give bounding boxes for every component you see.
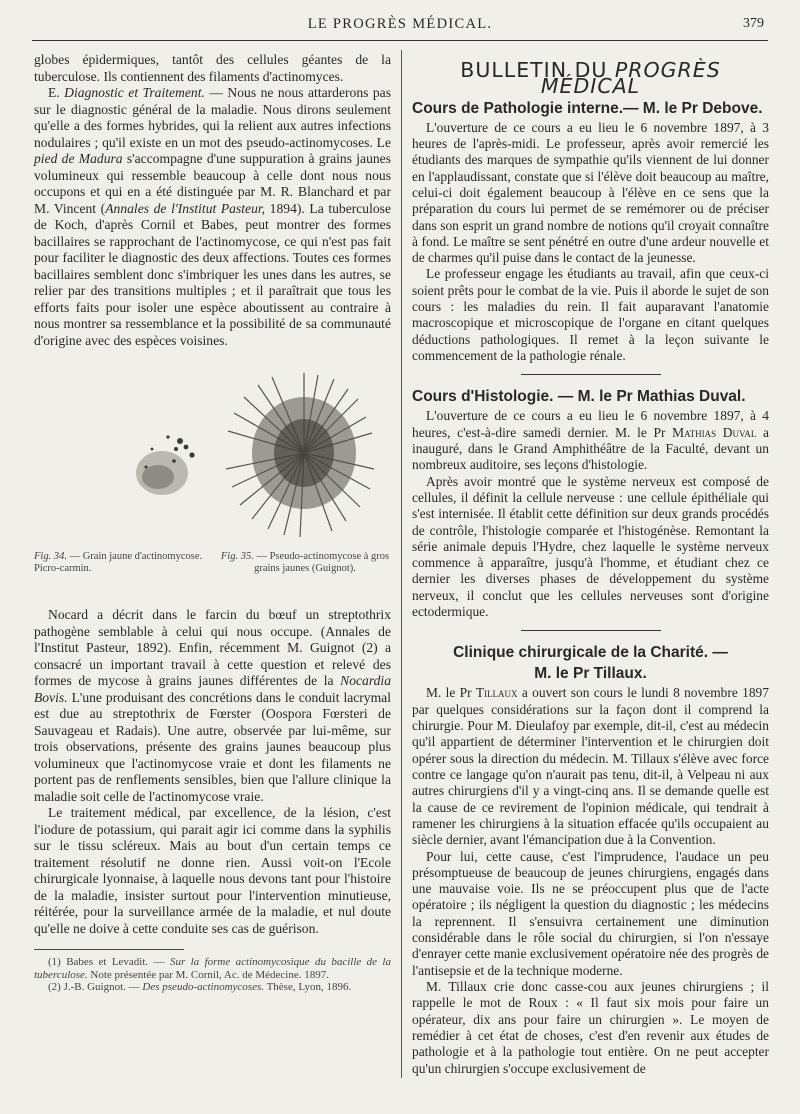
- text-run: L'une produisant des concrétions dans le conduit lacrymal est due au streptothrix de Fœrster (Oospora Fœrsteri de Sauvageau et Radais). Une autre, observée par lui-même, sur trois observations, présente des grains jaunes beaucoup plus volumineux que l'actinomycose vraie et dont les filaments ne portent pas de renflements sensibles, bien que l'allure clinique la maladie soit celle de l'actinomycose vraie.: [34, 689, 391, 804]
- paragraph-traitement: Le traitement médical, par excellence, de la lésion, c'est l'iodure de potassium, qui parait agir ici comme dans la syphilis sur le tissu scléreux. Mais au bout d'un certain temps ce traitement résolutif ne donne rien. Aussi voit-on l'Ecole chirurgicale lyonnaise, à laquelle nous devons tant pour l'histoire de la maladie, insister surtout pour l'intervention minutieuse, réitérée, pour la surveillance armée de la maladie, et nul doute qu'elle ne doive à cette conduite ses cas de guérison.: [34, 805, 391, 936]
- section-heading-pathologie: Cours de Pathologie interne.— M. le Pr Debove.: [412, 99, 763, 117]
- page-number: 379: [743, 16, 764, 31]
- section-heading-diagnostic: Diagnostic et Traitement.: [64, 85, 205, 100]
- text-run: — Nous ne nous attarderons pas sur le diagnostic général de la maladie. Nous dirons seulement qu'elle a des formes hybrides, qui la relient aux autres infections nodulaires ; qu'il existe en un mot des pseudo-actinomycoses. Le: [34, 85, 391, 150]
- figure-35-label: Fig. 35.: [220, 551, 254, 562]
- footnote-1: [34, 956, 391, 981]
- text-run: Note présentée par M. Cornil, Ac. de Médecine. 1897.: [87, 968, 329, 981]
- running-head: [30, 16, 770, 38]
- section-heading-clinique-2: M. le Pr Tillaux.: [534, 665, 647, 683]
- figures-block: [34, 355, 391, 603]
- paragraph-diagnostic: [34, 85, 391, 349]
- paragraph-clinique-2: Pour lui, cette cause, c'est l'imprudence, l'audace un peu présomptueuse de beaucoup de jeunes chirurgiens, engagés dans une mauvaise voie. Ils ne se préoccupent plus que de l'acte opératoire ; ils négligent la question du diagnostic ; les médecins la reprennent. Il s'ensuivra certainement une diminution considérable dans le rôle social du chirurgien, si l'on n'essaye d'enrayer cette manie exclusivement opératoire née des progrès de l'antisepsie et de la technique moderne.: [412, 848, 769, 978]
- text-run-italic: Des pseudo-actinomycoses.: [142, 981, 265, 993]
- text-run: a inauguré, dans le Grand Amphithéâtre de la Faculté, devant un nombreux auditoire, ses leçons d'histologie.: [412, 424, 770, 473]
- column-divider: [401, 50, 402, 1078]
- paragraph-histologie-2: Après avoir montré que le système nerveux est composé de cellules, il définit la cellule nerveuse : une cellule épithéliale qui s'est internisée. Il établit cette définition sur deux grands procédés de contrôle, l'histologie comparée et l'histogénèse. Remontant la série animale depuis l'Hydre, chez laquelle le système nerveux commence à apparaître, jusqu'à l'homme, et étudiant chez ce dernier les diverses phases de développement du système nerveux, il conclut que les cellules nerveuses sont d'origine ectodermique.: [412, 473, 769, 620]
- paragraph-clinique-1: [412, 685, 769, 848]
- text-run: (2) J.-B. Guignot. —: [48, 981, 143, 993]
- text-run-italic: Sur la forme actinomycosique du bacille de la tuberculose.: [34, 956, 391, 981]
- section-heading-histologie: Cours d'Histologie. — M. le Pr Mathias Duval.: [412, 388, 746, 406]
- paragraph-clinique-3: M. Tillaux crie donc casse-cou aux jeunes chirurgiens ; il rappelle le mot de Roux : « Il faut six mois pour faire un opérateur, dix ans pour faire un chirurgien ». Le moyen de remédier à cet état de choses, c'est d'en revenir aux études de pathologie et à la pathologie tout entière. On ne peut accepter qu'un chirurgien s'occupe exclusivement de: [412, 979, 769, 1076]
- text-run: s'accompagne d'une suppuration à grains jaunes volumineux qui ressemble beaucoup à celle dont nous nous occupons et qui en a été distinguée par M. R. Blanchard et par M. Vincent (: [34, 151, 391, 216]
- bulletin-title-name: PROGRÈS MÉDICAL: [540, 58, 721, 99]
- paragraph-pathologie-2: Le professeur engage les étudiants au travail, afin que ceux-ci soient prêts pour le combat de la vie. Puis il aborde le sujet de son cours : les maladies du rein. Il fait auparavant l'anatomie macroscopique et microscopique de l'organe en citant quelques déductions pathologiques. Il remet à la leçon suivante le commencement de la pathologie rénale.: [412, 266, 769, 363]
- figure-35-illustration: [220, 369, 378, 539]
- text-run: L'ouverture de ce cours a eu lieu le 6 novembre 1897, à 4 heures, c'est-à-dire samedi dernier. M. le Pr: [412, 408, 769, 440]
- paragraph-nocard: [34, 607, 391, 805]
- figure-34-text: — Grain jaune d'actinomycose. Picro-carmin.: [34, 551, 203, 574]
- figure-35-caption: [216, 551, 394, 575]
- text-run: Nocard a décrit dans le farcin du bœuf un streptothrix pathogène semblable à celui qui nous occupe. (Annales de l'Institut Pasteur, 1892). Enfin, récemment M. Guignot (2) a consacré un important travail à cette question et relevé des formes de mycose à grains jaunes différentes de la: [34, 607, 391, 688]
- bulletin-title-prefix: BULLETIN DU: [460, 58, 615, 82]
- figure-34-caption: [34, 551, 212, 575]
- left-column: [34, 52, 391, 994]
- paragraph-pathologie-1: L'ouverture de ce cours a eu lieu le 6 novembre 1897, à 3 heures de l'après-midi. Le professeur, après avoir remercié les étudiants des marques de sympathie qu'ils viennent de lui donner en l'applaudissant, constate que si l'élève doit beaucoup au maître, celui-ci doit également beaucoup à l'élève en ce sens que la préparation du cours lui permet de se remémorer ou de préciser dans son esprit un grand nombre de notions qu'il croyait connaître à fond. Le maître se sent pénétré en outre d'une ardeur nouvelle et de charmes qu'il puise dans le contact de la jeunesse.: [412, 119, 769, 266]
- header-rule: [32, 40, 768, 41]
- paragraph-histologie-1: [412, 408, 769, 473]
- section-separator: [521, 630, 661, 631]
- text-run: a ouvert son cours le lundi 8 novembre 1897 par quelques considérations sur la façon dont il comprend la chirurgie. Pour M. Dieulafoy par exemple, dit-il, c'est au médecin qu'il appartient de déterminer l'intervention et le chirurgien doit opérer sous la direction du médecin. M. Tillaux s'élève avec force contre ce langage qu'on n'aurait pas tenu, dit-il, à Velpeau ni aux autres chirurgiens d'il y a vingt-cinq ans. Il se demande quelle est la cause de ce revirement de l'opinion médicale, qui tendrait à ramener les chirurgiens à la situation effacée qu'ils occupaient au siècle dernier, avant l'émancipation due à la Convention.: [412, 685, 769, 848]
- right-column: [412, 54, 769, 1077]
- text-run: Thèse, Lyon, 1896.: [264, 981, 352, 993]
- text-run: (1) Babes et Levadit. —: [48, 956, 170, 968]
- figure-35-text: — Pseudo-actinomycose à gros grains jaunes (Guignot).: [253, 551, 390, 574]
- text-run-italic: Nocardia Bovis.: [34, 673, 391, 705]
- figure-34-label: Fig. 34.: [34, 551, 67, 562]
- section-separator: [521, 374, 661, 375]
- footnote-rule: [34, 949, 184, 950]
- text-run: M. le Pr: [426, 685, 476, 701]
- text-run-italic: Annales de l'Institut Pasteur,: [105, 200, 266, 216]
- section-letter: E.: [48, 85, 65, 100]
- running-title: LE PROGRÈS MÉDICAL.: [307, 16, 493, 32]
- section-heading-clinique: Clinique chirurgicale de la Charité. —: [453, 644, 728, 662]
- text-run-small-caps: Tillaux: [475, 685, 518, 701]
- text-run: 1894). La tuberculose de Koch, d'après Cornil et Babes, peut montrer des formes bacillaires se rapprochant de l'actinomycose, ce qui n'est pas fait pour faciliter le diagnostic des deux affections. Toutes ces formes bacillaires semblent donc s'imbriquer les unes dans les autres, se relier par des transitions multiples ; et il paraîtrait que tous les efforts faits pour isoler une espèce aboutissent au contraire à nous montrer sa ressemblance et la possibilité de sa communauté d'origine avec des espèces voisines.: [34, 200, 392, 348]
- bulletin-title: [412, 58, 769, 99]
- text-run-small-caps: Mathias Duval: [672, 424, 757, 440]
- paragraph-intro: globes épidermiques, tantôt des cellules géantes de la tuberculose. Ils contiennent des filaments d'actinomyces.: [34, 52, 391, 84]
- footnote-2: [34, 981, 391, 994]
- figure-34-illustration: [122, 427, 204, 505]
- text-run-italic: pied de Madura: [34, 151, 123, 166]
